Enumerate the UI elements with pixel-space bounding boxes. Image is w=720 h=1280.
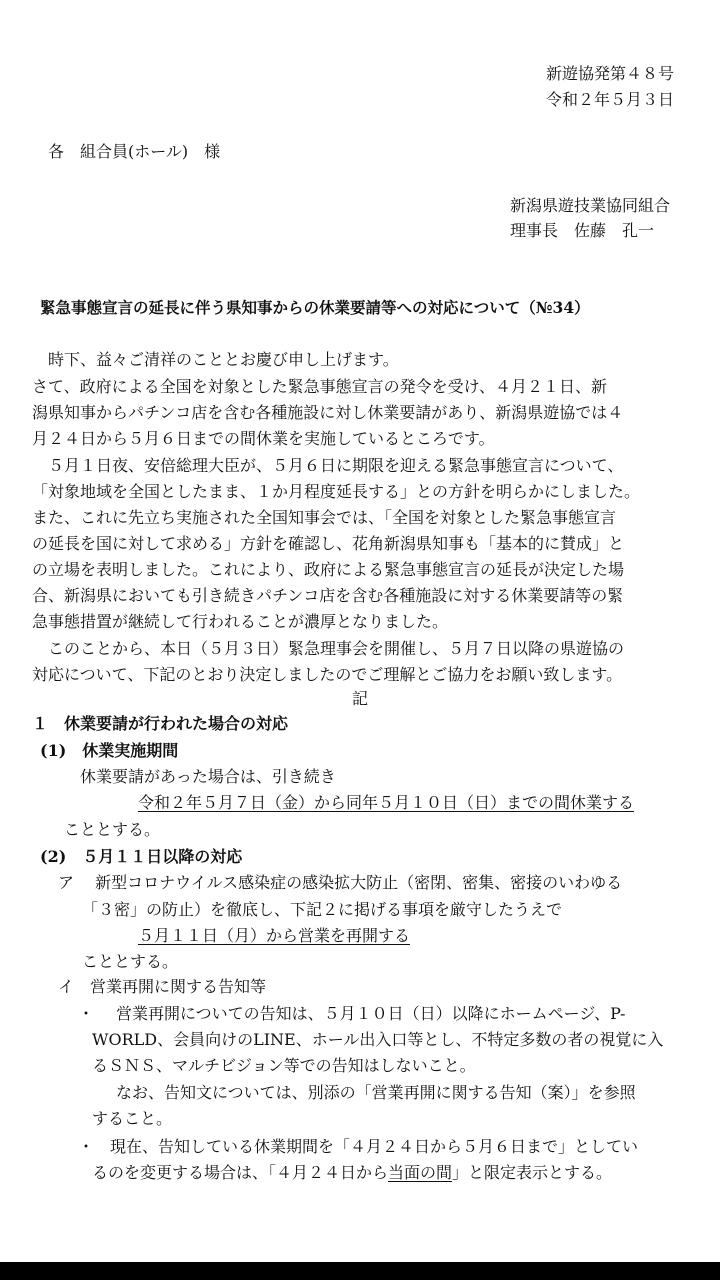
body-line (92, 1163, 612, 1183)
sender-name: 理事長 佐藤 孔一 (510, 221, 655, 240)
body-line: また、これに先立ち実施された全国知事会では、「全国を対象とした緊急事態宣言 (32, 508, 617, 527)
body-line: 潟県知事からパチンコ店を含む各種施設に対し休業要請があり、新潟県遊協では４ (32, 403, 624, 422)
body-line: の延長を国に対して求める」方針を確認し、花角新潟県知事も「基本的に賛成」と (32, 534, 625, 553)
body-line: WORLD、会員向けのLINE、ホール出入口等とし、不特定多数の者の視覚に入 (92, 1030, 664, 1049)
body-line: なお、告知文については、別添の「営業再開に関する告知（案）」を参照 (116, 1083, 636, 1102)
body-text: るのを変更する場合は、「４月２４日から (92, 1163, 389, 1182)
body-line: こととする。 (82, 952, 179, 971)
body-line: るＳＮＳ、マルチビジョン等での告知はしないこと。 (92, 1056, 476, 1075)
body-line: 現在、告知している休業期間を「４月２４日から５月６日まで」としてい (110, 1137, 639, 1156)
body-line: さて、政府による全国を対象とした緊急事態宣言の発令を受け、４月２１日、新 (32, 377, 608, 396)
section-heading: １ 休業要請が行われた場合の対応 (32, 714, 289, 733)
body-line: 合、新潟県においても引き続きパチンコ店を含む各種施設に対する休業要請等の緊 (32, 586, 624, 605)
body-line: 休業要請があった場合は、引き続き (80, 767, 336, 786)
body-line: 営業再開についての告知は、５月１０日（日）以降にホームページ、P- (116, 1004, 626, 1023)
underlined-text: 当面の間 (388, 1163, 453, 1182)
bullet-icon: ・ (78, 1004, 95, 1023)
bottom-bar (0, 1262, 720, 1280)
page-title: 緊急事態宣言の延長に伴う県知事からの休業要請等への対応について（№34） (40, 298, 590, 317)
closure-period: 令和２年５月７日（金）から同年５月１０日（日）までの間休業する (138, 793, 635, 812)
body-line: 月２４日から５月６日までの間休業を実施しているところです。 (32, 429, 495, 448)
body-line: ５月１日夜、安倍総理大臣が、５月６日に期限を迎える緊急事態宣言について、 (48, 456, 624, 475)
body-line: 急事態措置が継続して行われることが濃厚となりました。 (32, 612, 449, 631)
sender-organization: 新潟県遊技業協同組合 (510, 196, 671, 215)
item-heading: イ 営業再開に関する告知等 (58, 977, 267, 996)
subsection-heading: (1) 休業実施期間 (40, 741, 179, 760)
body-line: すること。 (92, 1109, 173, 1128)
recipient: 各 組合員(ホール) 様 (48, 142, 221, 161)
reopen-date: ５月１１日（月）から営業を再開する (138, 926, 411, 945)
body-line: 「対象地域を全国としたまま、１か月程度延長する」との方針を明らかにしました。 (32, 482, 641, 501)
body-line: 時下、益々ご清祥のこととお慶び申し上げます。 (48, 350, 399, 369)
bullet-icon: ・ (78, 1137, 95, 1156)
body-line: 「３密」の防止）を徹底し、下記２に掲げる事項を厳守したうえで (82, 900, 563, 919)
document-date: 令和２年５月３日 (546, 90, 675, 109)
body-line: ア 新型コロナウイルス感染症の感染拡大防止（密閉、密集、密接のいわゆる (58, 873, 623, 892)
body-text: 」と限定表示とする。 (452, 1163, 613, 1182)
body-line: の立場を表明しました。これにより、政府による緊急事態宣言の延長が決定した場 (32, 560, 625, 579)
body-line: このことから、本日（５月３日）緊急理事会を開催し、５月７日以降の県遊協の (48, 639, 625, 658)
body-line: 対応について、下記のとおり決定しましたのでご理解とご協力をお願い致します。 (32, 665, 623, 684)
body-line: こととする。 (64, 820, 161, 839)
ki-marker: 記 (352, 689, 369, 708)
subsection-heading: (2) ５月１１日以降の対応 (40, 847, 243, 866)
doc-number: 新遊協発第４８号 (546, 64, 675, 83)
